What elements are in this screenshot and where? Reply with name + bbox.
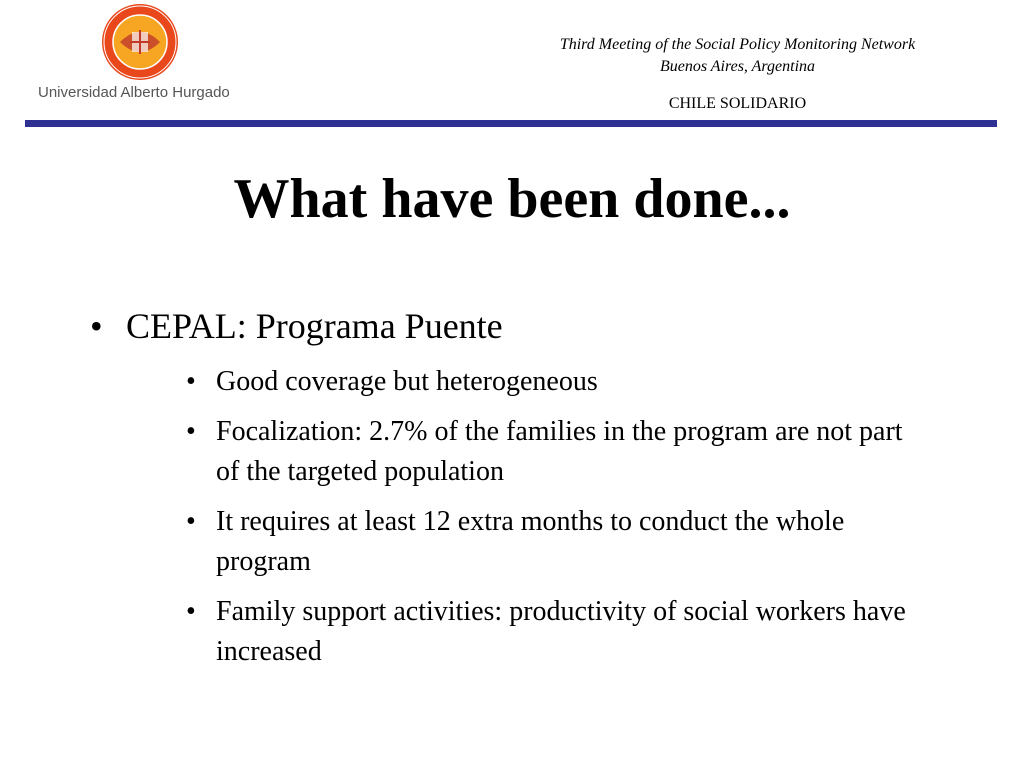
sub-bullet	[186, 502, 906, 582]
university-name: Universidad Alberto Hurgado	[38, 84, 230, 101]
meeting-title	[490, 34, 985, 78]
sub-bullet	[186, 362, 906, 402]
university-seal-logo	[100, 2, 180, 82]
sub-bullet-list	[186, 362, 906, 682]
sub-bullet	[186, 592, 906, 672]
meeting-line-1: Third Meeting of the Social Policy Monitoring Network	[559, 36, 916, 53]
sub-bullet-dot: •	[186, 596, 196, 627]
sub-bullet-text: Good coverage but heterogeneous	[216, 366, 598, 397]
sub-bullet-text: Family support activities: productivity of social workers have increased	[216, 596, 906, 667]
program-label: CHILE SOLIDARIO	[668, 95, 807, 112]
main-bullet-text: CEPAL: Programa Puente	[126, 306, 503, 346]
sub-bullet-dot: •	[186, 416, 196, 447]
sub-bullet-dot: •	[186, 506, 196, 537]
header-divider	[25, 120, 997, 127]
main-bullet	[90, 304, 503, 348]
bullet-dot: •	[90, 306, 103, 346]
sub-bullet-dot: •	[186, 366, 196, 397]
slide-title: What have been done...	[233, 168, 791, 230]
sub-bullet	[186, 412, 906, 492]
sub-bullet-text: It requires at least 12 extra months to conduct the whole program	[216, 506, 845, 577]
sub-bullet-text: Focalization: 2.7% of the families in the program are not part of the targeted population	[216, 416, 903, 487]
meeting-line-2: Buenos Aires, Argentina	[659, 58, 816, 75]
